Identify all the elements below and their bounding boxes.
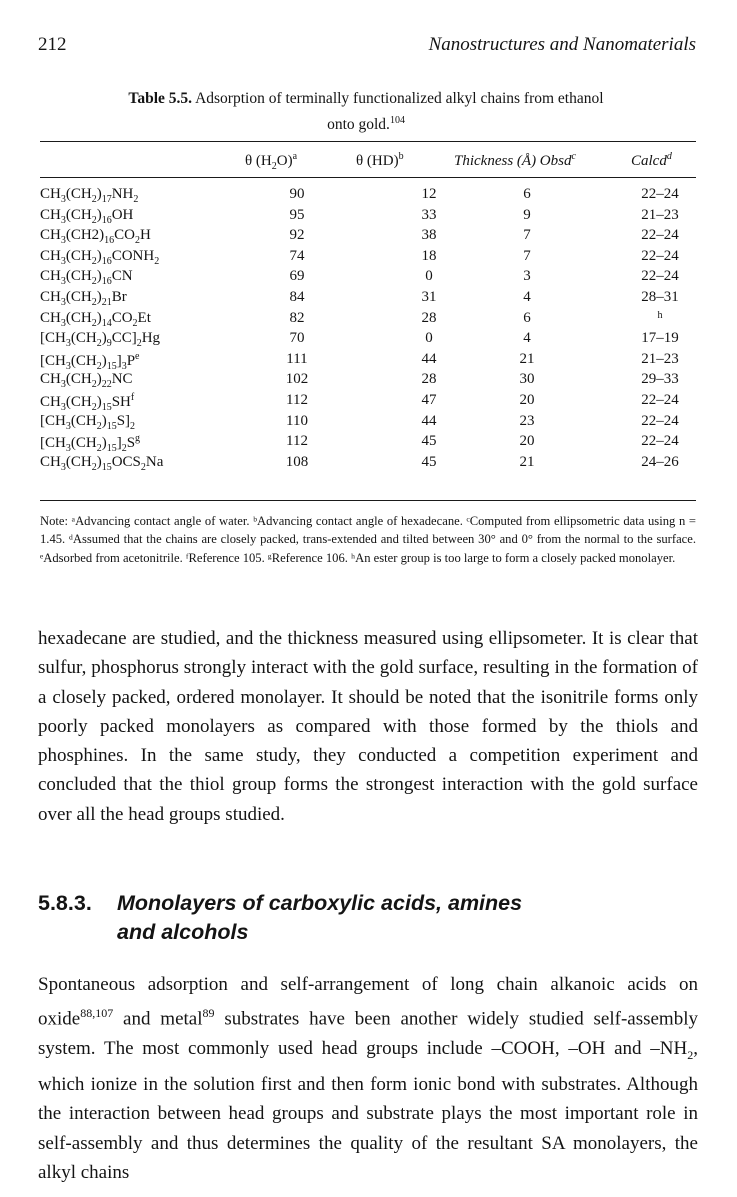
compound-name: $CH_3(CH_2)_{22}NC$	[40, 371, 133, 391]
citation: 89	[202, 1006, 215, 1021]
section-number: 5.8.3.	[38, 891, 92, 915]
table-row	[40, 310, 696, 331]
cell-hd: 28	[421, 371, 437, 388]
page-header	[38, 34, 696, 64]
table-header-rule	[40, 177, 696, 178]
table-caption	[40, 88, 692, 136]
body-paragraph: hexadecane are studied, and the thickness measured using ellipsometer. It is clear that sulfur, phosphorus strongly interact with the gold surface, resulting in the formation of a closely packed, ordered monolayer. It should be noted that the isonitrile forms only poorly packed monolayers as compared with those formed by the thiols and phosphines. In the same study, they conducted a competition experiment and concluded that the thiol group forms the strongest interaction with the gold surface over all the head groups studied.	[38, 628, 698, 825]
table-row	[40, 207, 696, 228]
cell-h2o: 95	[289, 206, 305, 223]
table-row	[40, 227, 696, 248]
compound-name: $CH_3(CH2)_{16}CO_2H$	[40, 227, 151, 247]
compound-name: $CH_3(CH_2)_{16}CONH_2$	[40, 247, 160, 267]
cell-h2o: 84	[289, 288, 305, 305]
compound-name: $[CH_3(CH_2)_{15}]_3P^e$	[40, 350, 140, 372]
cell-obsd: 6	[523, 186, 531, 202]
cell-hd: 44	[421, 412, 437, 429]
cell-obsd: 21	[519, 453, 535, 470]
cell-calcd: 22–24	[641, 227, 679, 244]
column-header-obsd: Thickness (Å) Obsd$^c$	[454, 151, 576, 169]
cell-hd: 28	[421, 309, 437, 326]
cell-calcd: 22–24	[641, 247, 679, 264]
cell-h2o: 92	[289, 227, 305, 244]
cell-calcd: 29–33	[641, 371, 679, 388]
table-label: Table 5.5.	[128, 90, 193, 107]
section-title-line-1: Monolayers of carboxylic acids, amines	[117, 891, 523, 915]
compound-name: $CH_3(CH_2)_{15}SH^f$	[40, 391, 135, 413]
cell-obsd: 7	[523, 247, 531, 264]
cell-obsd: 9	[523, 206, 531, 223]
running-title: Nanostructures and Nanomaterials	[428, 34, 696, 55]
cell-h2o: 74	[289, 247, 305, 264]
cell-obsd: 6	[523, 309, 531, 326]
table-row	[40, 186, 696, 207]
column-header-calcd: Calcd$^d$	[631, 151, 672, 169]
section-heading	[38, 889, 698, 947]
cell-calcd: 22–24	[641, 268, 679, 285]
cell-h2o: 102	[285, 371, 309, 388]
cell-obsd: 4	[523, 288, 531, 305]
compound-name: $[CH_3(CH_2)_9CC]_2Hg$	[40, 330, 161, 350]
cell-calcd: 21–23	[641, 206, 679, 223]
cell-hd: 44	[421, 350, 437, 367]
compound-name: $CH_3(CH_2)_{16}CN$	[40, 268, 133, 288]
cell-obsd: 20	[519, 433, 535, 450]
body-paragraph: Spontaneous adsorption and self-arrangement of long chain alkanoic acids on oxide$^{88,107}$ and metal$^{89}$ substrates have been another widely studied self-assembly system. The most commonly used head groups include –COOH, –OH and $-NH_2$, which ionize in the solution first and then form ionic bond with substrates. Although the interaction between head groups and substrate plays the most important role in self-assembly and thus determines the quality of the resultant SA monolayers, the alkyl chains	[38, 974, 698, 1183]
column-header-h2o: θ $(H_2O)^a$	[245, 151, 298, 172]
column-header-hd: θ (HD)$^b$	[356, 151, 404, 169]
cell-h2o: 112	[286, 391, 308, 408]
compound-name: $[CH_3(CH_2)_{15}]_2S^g$	[40, 433, 141, 455]
cell-calcd: 21–23	[641, 350, 679, 367]
compound-name: $[CH_3(CH_2)_{15}S]_2$	[40, 412, 136, 432]
cell-hd: 38	[421, 227, 437, 244]
caption-ref: 104	[389, 115, 405, 126]
cell-hd: 0	[425, 268, 433, 285]
cell-calcd: h	[657, 309, 663, 321]
cell-hd: 45	[421, 453, 437, 470]
cell-calcd: 28–31	[641, 288, 679, 305]
cell-calcd: 17–19	[641, 330, 679, 347]
table-row	[40, 413, 696, 434]
table-row	[40, 248, 696, 269]
table-bottom-rule	[40, 500, 696, 501]
table-row	[40, 454, 696, 475]
compound-name: $CH_3(CH_2)_{16}OH$	[40, 206, 134, 226]
table-row	[40, 371, 696, 392]
caption-line-1: Adsorption of terminally functionalized alkyl chains from ethanol	[195, 90, 604, 107]
cell-calcd: 22–24	[641, 433, 679, 450]
table-row	[40, 268, 696, 289]
cell-h2o: 112	[286, 433, 308, 450]
caption-line-2: onto gold.	[327, 116, 390, 134]
table-row	[40, 289, 696, 310]
cell-h2o: 82	[289, 309, 305, 326]
cell-hd: 45	[421, 433, 437, 450]
section-title-line-2: and alcohols	[117, 920, 249, 944]
table-row	[40, 351, 696, 372]
table-row	[40, 392, 696, 413]
cell-hd: 12	[421, 186, 437, 202]
cell-hd: 47	[421, 391, 437, 408]
cell-obsd: 21	[519, 350, 535, 367]
cell-obsd: 20	[519, 391, 535, 408]
cell-obsd: 4	[523, 330, 531, 347]
cell-h2o: 69	[289, 268, 305, 285]
cell-h2o: 90	[289, 186, 305, 202]
table-top-rule	[40, 141, 696, 142]
table-row	[40, 433, 696, 454]
cell-hd: 31	[421, 288, 437, 305]
cell-calcd: 22–24	[641, 186, 679, 202]
cell-h2o: 111	[286, 350, 308, 367]
citation: 88,107	[80, 1006, 114, 1021]
cell-calcd: 22–24	[641, 412, 679, 429]
cell-hd: 0	[425, 330, 433, 347]
cell-obsd: 3	[523, 268, 531, 285]
compound-name: $CH_3(CH_2)_{17}NH_2$	[40, 186, 139, 205]
cell-h2o: 70	[289, 330, 305, 347]
compound-name: $CH_3(CH_2)_{14}CO_2Et$	[40, 309, 151, 329]
cell-h2o: 108	[285, 453, 309, 470]
compound-name: $CH_3(CH_2)_{21}Br$	[40, 288, 127, 308]
table-row	[40, 330, 696, 351]
table-body	[40, 186, 696, 474]
page-number: 212	[38, 34, 67, 55]
cell-obsd: 23	[519, 412, 535, 429]
cell-h2o: 110	[286, 412, 308, 429]
cell-hd: 33	[421, 206, 437, 223]
table-note: Note: ᵃAdvancing contact angle of water. ᵇAdvancing contact angle of hexadecane. ᶜComputed from ellipsometric data using n = 1.45. ᵈAssumed that the chains are closely packed, trans-extended and tilted between 30° and 0° from the normal to the surface. ᵉAdsorbed from acetonitrile. ᶠReference 105. ᵍReference 106. ʰAn ester group is too large to form a closely packed monolayer.	[40, 514, 696, 565]
cell-obsd: 30	[519, 371, 535, 388]
cell-hd: 18	[421, 247, 437, 264]
cell-calcd: 24–26	[641, 453, 679, 470]
cell-calcd: 22–24	[641, 391, 679, 408]
compound-name: $CH_3(CH_2)_{15}OCS_2Na$	[40, 453, 164, 473]
cell-obsd: 7	[523, 227, 531, 244]
